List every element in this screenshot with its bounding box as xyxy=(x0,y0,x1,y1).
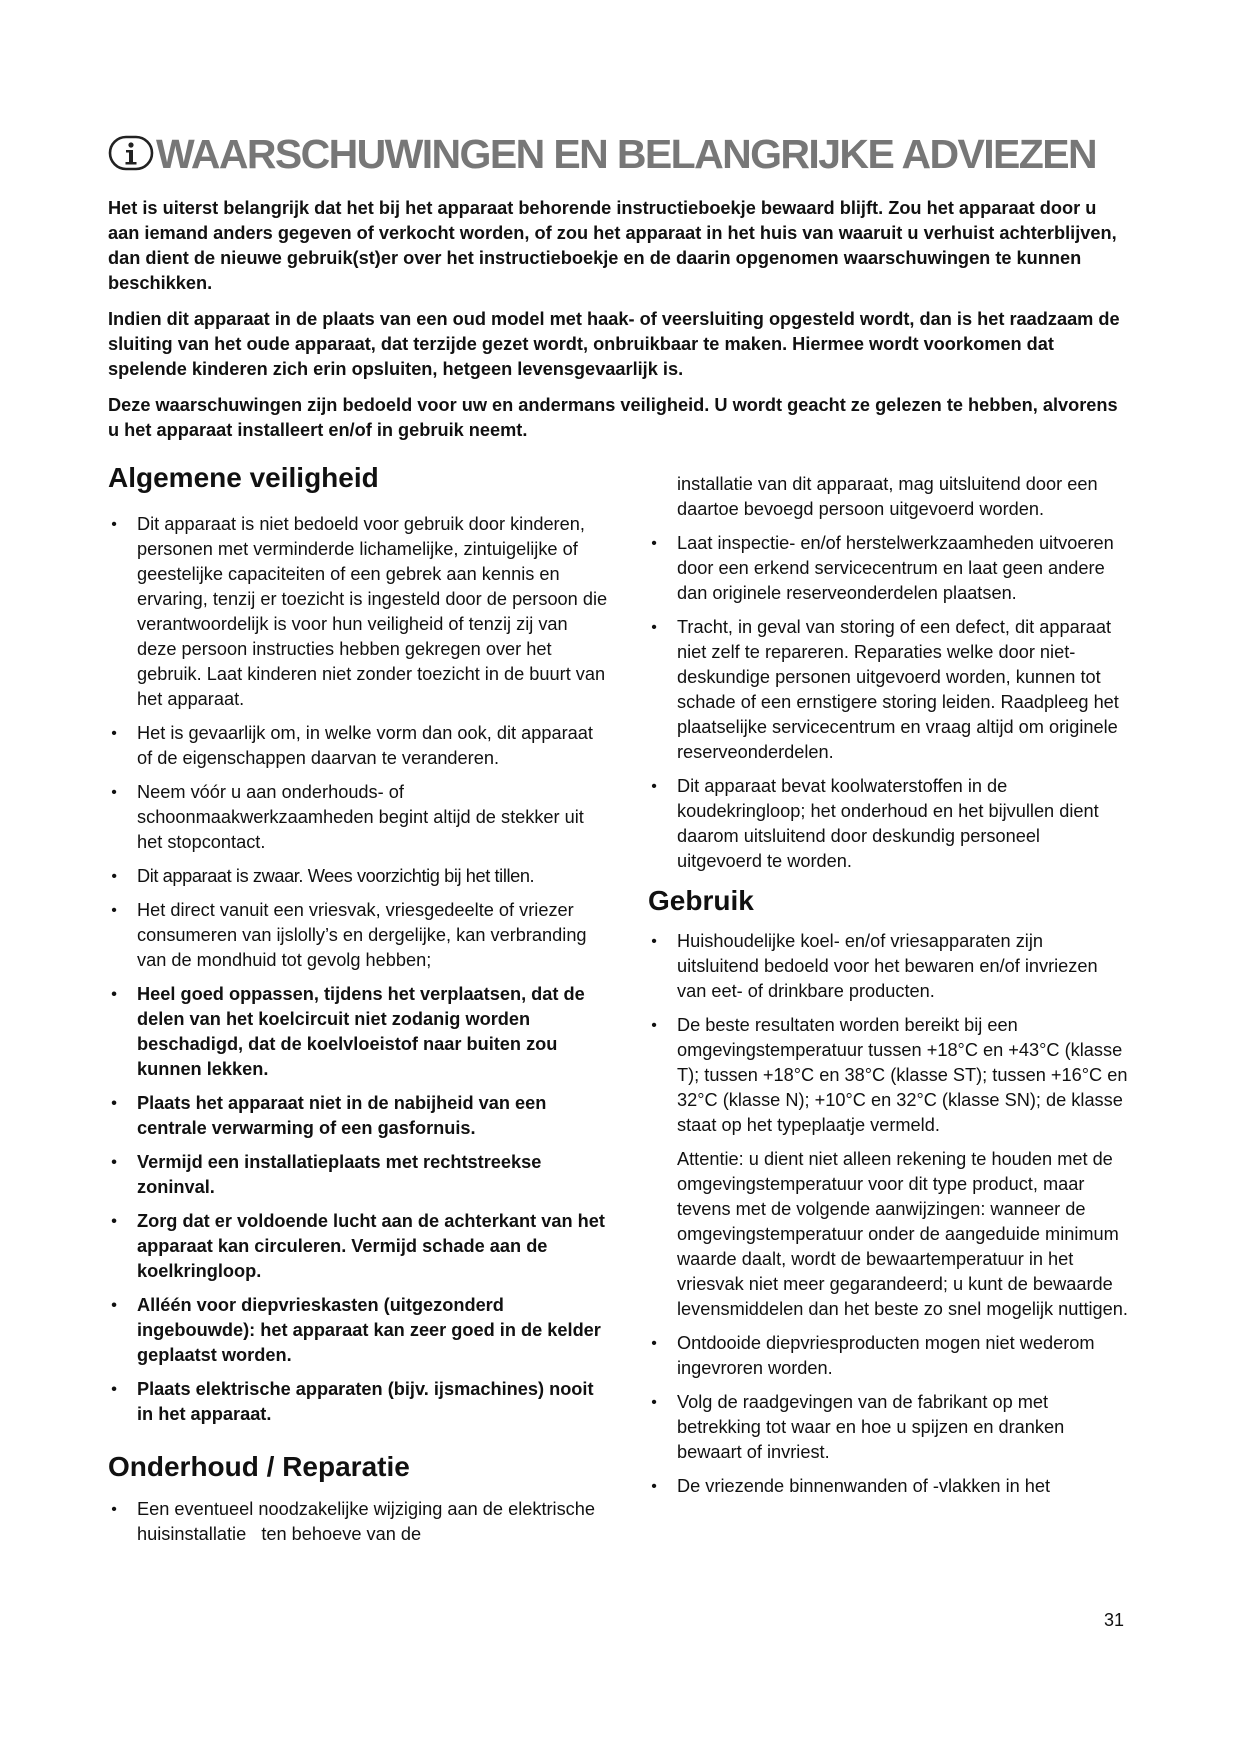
intro-section xyxy=(108,196,1128,454)
list-item-text: Dit apparaat is niet bedoeld voor gebruik door kinderen, personen met verminderde lichamelijke, zintuigelijke of geestelijke capaciteiten of een gebrek aan kennis en ervaring, tenzij er toezicht is ingesteld door de persoon die verantwoordelijk is voor hun veiligheid of tenzij zij van deze persoon instructies hebben gekregen over het gebruik. Laat kinderen niet zonder toezicht in de buurt van het apparaat. xyxy=(137,514,608,709)
bullet-icon: • xyxy=(651,933,657,950)
bullet-icon: • xyxy=(651,619,657,636)
list-item-text: Het is gevaarlijk om, in welke vorm dan ook, dit apparaat of de eigenschappen daarvan te veranderen. xyxy=(137,723,593,768)
list-item-text: De beste resultaten worden bereikt bij een omgevingstemperatuur tussen +18°C en +43°C (klasse T); tussen +18°C en 38°C (klasse ST); tussen +16°C en 32°C (klasse N); +10°C en 32°C (klasse SN); de klasse staat op het typeplaatje vermeld. xyxy=(677,1015,1128,1135)
list-item-text: Plaats het apparaat niet in de nabijheid van een centrale verwarming of een gasfornuis. xyxy=(137,1093,547,1138)
use-heading: Gebruik xyxy=(648,885,754,916)
list-item xyxy=(108,1091,608,1141)
list-item-text: Volg de raadgevingen van de fabrikant op met betrekking tot waar en hoe u spijzen en dranken bewaart of invriest. xyxy=(677,1392,1065,1462)
repair-list xyxy=(108,1497,608,1547)
bullet-icon: • xyxy=(111,986,117,1003)
info-icon xyxy=(108,135,154,171)
list-item xyxy=(648,929,1128,1004)
repair-heading: Onderhoud / Reparatie xyxy=(108,1451,410,1482)
list-item xyxy=(108,1150,608,1200)
bullet-icon: • xyxy=(651,1017,657,1034)
list-item-text: Huishoudelijke koel- en/of vriesapparaten zijn uitsluitend bedoeld voor het bewaren en/of invriezen van eet- of drinkbare producten. xyxy=(677,931,1098,1001)
attention-note: Attentie: u dient niet alleen rekening te houden met de omgevingstemperatuur voor dit type product, maar tevens met de volgende aanwijzingen: wanneer de omgevingstemperatuur onder de aangeduide minimum waarde daalt, wordt de bewaartemperatuur in het vriesvak niet meer gegarandeerd; u kunt de bewaarde levensmiddelen dan het beste zo snel mogelijk nuttigen. xyxy=(677,1149,1128,1319)
list-item-text: Dit apparaat is zwaar. Wees voorzichtig bij het tillen. xyxy=(137,866,535,886)
list-item xyxy=(648,615,1128,765)
bullet-icon: • xyxy=(111,1381,117,1398)
list-item-text: Het direct vanuit een vriesvak, vriesgedeelte of vriezer consumeren van ijslolly’s en dergelijke, kan verbranding van de mondhuid tot gevolg hebben; xyxy=(137,900,587,970)
bullet-icon: • xyxy=(111,1213,117,1230)
list-item xyxy=(108,1377,608,1427)
continued-text: installatie van dit apparaat, mag uitsluitend door een daartoe bevoegd persoon uitgevoerd worden. xyxy=(677,474,1098,519)
list-item xyxy=(108,1209,608,1284)
repair-list-continued xyxy=(648,531,1128,874)
list-item xyxy=(108,780,608,855)
list-item-text: Een eventueel noodzakelijke wijziging aan de elektrische huisinstallatie ten behoeve van de xyxy=(137,1499,601,1544)
page-number: 31 xyxy=(1104,1610,1125,1630)
use-list xyxy=(648,929,1128,1138)
list-item-text: Alléén voor diepvrieskasten (uitgezonderd ingebouwde): het apparaat kan zeer goed in de kelder geplaatst worden. xyxy=(137,1295,601,1365)
bullet-icon: • xyxy=(111,902,117,919)
use-list-continued xyxy=(648,1331,1128,1499)
list-item xyxy=(108,1497,608,1547)
bullet-icon: • xyxy=(111,516,117,533)
list-item xyxy=(648,531,1128,606)
list-item-text: Laat inspectie- en/of herstelwerkzaamheden uitvoeren door een erkend servicecentrum en laat geen andere dan originele reserveonderdelen plaatsen. xyxy=(677,533,1114,603)
bullet-icon: • xyxy=(111,1095,117,1112)
bullet-icon: • xyxy=(651,535,657,552)
list-item xyxy=(108,1293,608,1368)
list-item xyxy=(108,721,608,771)
bullet-icon: • xyxy=(651,1478,657,1495)
list-item-text: Heel goed oppassen, tijdens het verplaatsen, dat de delen van het koelcircuit niet zodanig worden beschadigd, dat de koelvloeistof naar buiten zou kunnen lekken. xyxy=(137,984,585,1079)
list-item xyxy=(108,898,608,973)
bullet-icon: • xyxy=(111,725,117,742)
list-item xyxy=(108,512,608,712)
bullet-icon: • xyxy=(651,1394,657,1411)
list-item xyxy=(108,864,608,889)
bullet-icon: • xyxy=(111,1501,117,1518)
list-item xyxy=(648,1013,1128,1138)
list-item-text: Ontdooide diepvriesproducten mogen niet wederom ingevroren worden. xyxy=(677,1333,1095,1378)
safety-heading: Algemene veiligheid xyxy=(108,462,379,493)
intro-paragraph: Deze waarschuwingen zijn bedoeld voor uw en andermans veiligheid. U wordt geacht ze gelezen te hebben, alvorens u het apparaat installeert en/of in gebruik neemt. xyxy=(108,395,1118,440)
left-column xyxy=(108,460,608,1556)
list-item xyxy=(648,1474,1128,1499)
page-title: WAARSCHUWINGEN EN BELANGRIJKE ADVIEZEN xyxy=(156,131,1096,177)
bullet-icon: • xyxy=(111,1297,117,1314)
intro-paragraph: Het is uiterst belangrijk dat het bij het apparaat behorende instructieboekje bewaard blijft. Zou het apparaat door u aan iemand anders gegeven of verkocht worden, of zou het apparaat in het huis van waaruit u verhuist achterblijven, dan dient de nieuwe gebruik(st)er over het instructieboekje en de daarin opgenomen waarschuwingen te kunnen beschikken. xyxy=(108,198,1117,293)
bullet-icon: • xyxy=(651,1335,657,1352)
bullet-icon: • xyxy=(651,778,657,795)
bullet-icon: • xyxy=(111,784,117,801)
list-item-text: Plaats elektrische apparaten (bijv. ijsmachines) nooit in het apparaat. xyxy=(137,1379,594,1424)
safety-list xyxy=(108,512,608,1427)
list-item xyxy=(648,1331,1128,1381)
list-item-text: Dit apparaat bevat koolwaterstoffen in de koudekringloop; het onderhoud en het bijvullen dient daarom uitsluitend door deskundig personeel uitgevoerd te worden. xyxy=(677,776,1099,871)
list-item-text: Zorg dat er voldoende lucht aan de achterkant van het apparaat kan circuleren. Vermijd schade aan de koelkringloop. xyxy=(137,1211,605,1281)
list-item-text: Vermijd een installatieplaats met rechtstreekse zoninval. xyxy=(137,1152,542,1197)
section-title-row xyxy=(108,132,1096,176)
list-item xyxy=(108,982,608,1082)
list-item-text: Tracht, in geval van storing of een defect, dit apparaat niet zelf te repareren. Reparaties welke door niet-deskundige personen uitgevoerd worden, kunnen tot schade of een ernstigere storing leiden. Raadpleeg het plaatselijke servicecentrum en vraag altijd om originele reserveonderdelen. xyxy=(677,617,1119,762)
bullet-icon: • xyxy=(111,1154,117,1171)
right-column xyxy=(648,472,1128,1508)
list-item xyxy=(648,774,1128,874)
list-item xyxy=(648,1390,1128,1465)
list-item-text: Neem vóór u aan onderhouds- of schoonmaakwerkzaamheden begint altijd de stekker uit het stopcontact. xyxy=(137,782,584,852)
bullet-icon: • xyxy=(111,868,117,885)
intro-paragraph: Indien dit apparaat in de plaats van een oud model met haak- of veersluiting opgesteld wordt, dan is het raadzaam de sluiting van het oude apparaat, dat terzijde gezet wordt, onbruikbaar te maken. Hiermee wordt voorkomen dat spelende kinderen zich erin opsluiten, hetgeen levensgevaarlijk is. xyxy=(108,309,1120,379)
list-item-text: De vriezende binnenwanden of -vlakken in het xyxy=(677,1476,1051,1496)
